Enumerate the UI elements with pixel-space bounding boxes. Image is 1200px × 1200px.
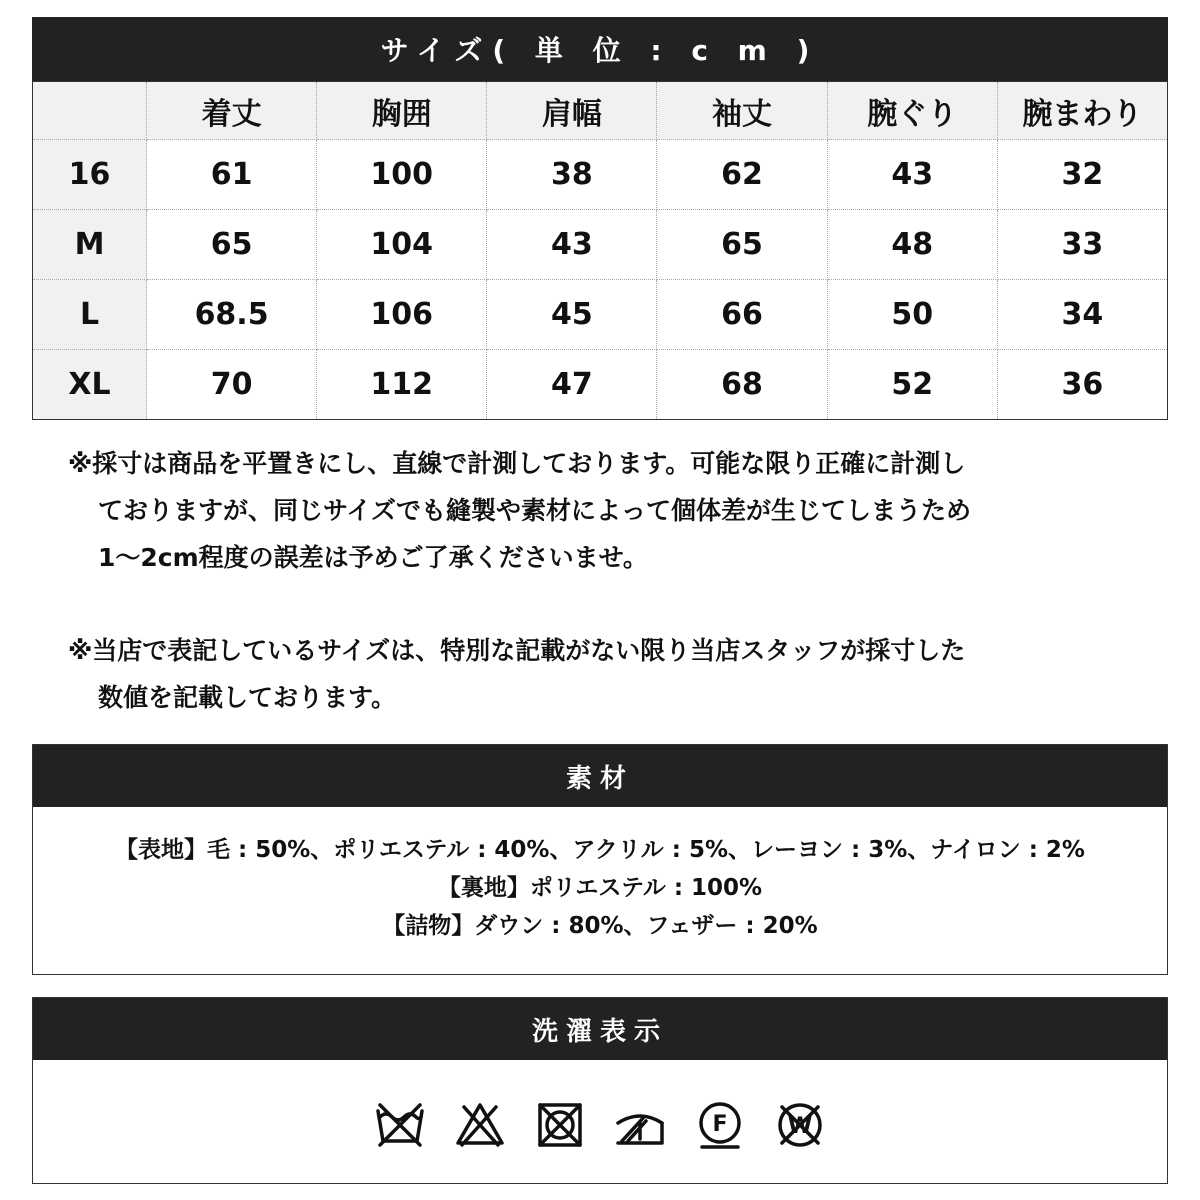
note-line: ておりますが、同じサイズでも縫製や素材によって個体差が生じてしまうため [98,496,972,525]
table-cell: 48 [827,210,997,280]
table-cell: 70 [147,350,317,420]
material-line: 【表地】毛 : 50%、ポリエステル : 40%、アクリル : 5%、レーヨン : 3%、ナイロン : 2% [115,837,1085,863]
no-wet-clean-icon [774,1099,826,1151]
note-measurement [68,440,1168,581]
table-cell: 65 [147,210,317,280]
drip-dry-shade-icon [614,1099,666,1151]
table-cell: 62 [657,140,827,210]
material-list [33,807,1167,945]
no-tumble-dry-icon [534,1099,586,1151]
table-cell: 36 [997,350,1167,420]
table-cell: 112 [317,350,487,420]
column-header: 腕ぐり [827,82,997,140]
size-table-corner [33,82,147,140]
table-cell: 106 [317,280,487,350]
note-line: ※採寸は商品を平置きにし、直線で計測しております。可能な限り正確に計測し [68,449,966,478]
size-label: XL [33,350,147,420]
note-store-sizing [68,627,1168,721]
size-title: サイズ( 単 位 : c m ) [32,17,1168,81]
table-row [33,210,1168,280]
table-row [33,350,1168,420]
material-section [32,744,1168,975]
note-line: ※当店で表記しているサイズは、特別な記載がない限り当店スタッフが採寸した [68,636,966,665]
column-header: 肩幅 [487,82,657,140]
column-header: 袖丈 [657,82,827,140]
size-table-header-row [33,82,1168,140]
table-cell: 68 [657,350,827,420]
table-cell: 104 [317,210,487,280]
size-label: M [33,210,147,280]
table-row [33,280,1168,350]
column-header: 腕まわり [997,82,1167,140]
table-row [33,140,1168,210]
table-cell: 34 [997,280,1167,350]
table-cell: 32 [997,140,1167,210]
table-cell: 45 [487,280,657,350]
table-cell: 100 [317,140,487,210]
size-label: L [33,280,147,350]
wet-clean-letter: W [787,1113,813,1139]
table-cell: 65 [657,210,827,280]
material-title: 素材 [33,745,1167,807]
dry-clean-letter: F [712,1111,728,1137]
care-title: 洗濯表示 [33,998,1167,1060]
material-line: 【詰物】ダウン : 80%、フェザー : 20% [382,913,818,939]
column-header: 胸囲 [317,82,487,140]
table-cell: 66 [657,280,827,350]
table-cell: 61 [147,140,317,210]
care-icons [33,1060,1167,1185]
note-line: 数値を記載しております。 [98,683,397,712]
measurement-notes [68,440,1168,721]
table-cell: 33 [997,210,1167,280]
table-cell: 68.5 [147,280,317,350]
no-wash-icon [374,1099,426,1151]
column-header: 着丈 [147,82,317,140]
table-cell: 47 [487,350,657,420]
table-cell: 38 [487,140,657,210]
dry-clean-f-icon [694,1099,746,1151]
care-section [32,997,1168,1184]
table-cell: 43 [487,210,657,280]
size-section [32,17,1168,420]
size-table [32,81,1168,420]
table-cell: 52 [827,350,997,420]
table-cell: 43 [827,140,997,210]
material-line: 【裏地】ポリエステル : 100% [437,875,763,901]
no-bleach-icon [454,1099,506,1151]
note-line: 1〜2cm程度の誤差は予めご了承くださいませ。 [98,543,648,572]
size-label: 16 [33,140,147,210]
table-cell: 50 [827,280,997,350]
